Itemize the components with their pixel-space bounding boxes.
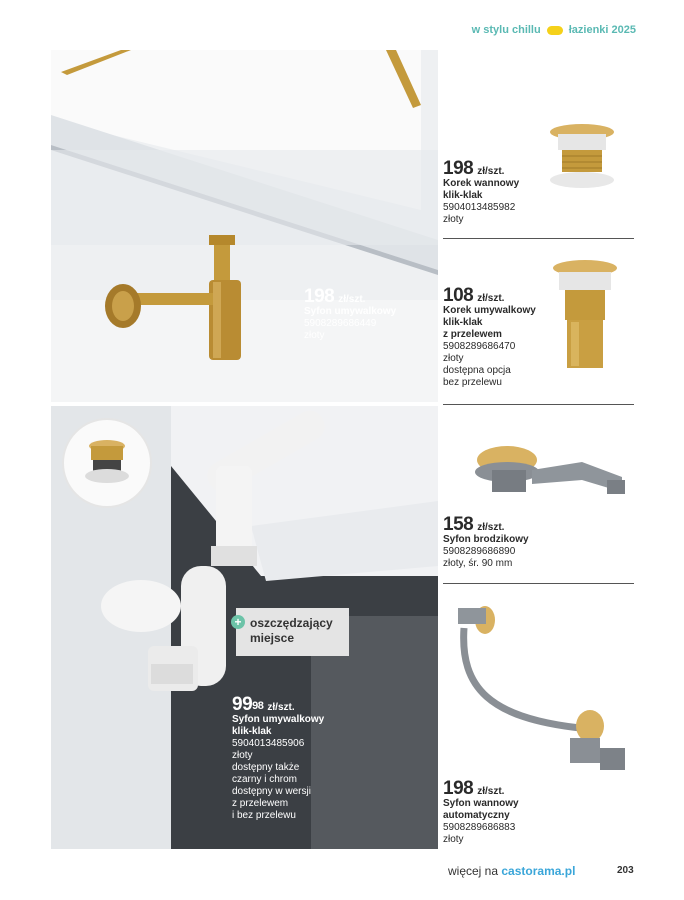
washbasin-illustration	[51, 50, 438, 402]
separator	[443, 238, 634, 239]
price-value: 198	[304, 286, 335, 307]
header-pill-icon	[547, 26, 563, 35]
price-korek-umywalkowy	[443, 285, 536, 389]
scene-washbasin-gold-siphon	[51, 50, 438, 402]
header-left-text: w stylu chillu	[471, 24, 541, 36]
price-syfon-umywalkowy-klik	[232, 694, 325, 822]
product-ean: 5908289686470	[443, 341, 516, 352]
price-syfon-brodzikowy	[443, 514, 529, 570]
plus-icon: +	[231, 615, 245, 629]
separator	[443, 583, 634, 584]
product-color: złoty	[232, 750, 253, 761]
product-name-2: klik-klak	[443, 317, 483, 328]
separator	[443, 404, 634, 405]
product-name: Syfon brodzikowy	[443, 534, 529, 545]
product-note-5: i bez przelewu	[232, 810, 296, 821]
price-value: 108	[443, 285, 474, 306]
gold-cap-icon	[64, 420, 150, 506]
badge-line-1: oszczędzający	[250, 616, 333, 630]
product-ean: 5908289686883	[443, 822, 516, 833]
product-color: złoty	[443, 834, 464, 845]
badge-line-2: miejsce	[250, 631, 295, 645]
product-image-korek-wannowy	[540, 120, 625, 195]
price-unit: zł/szt.	[477, 166, 505, 177]
product-image-syfon-wannowy	[450, 598, 630, 783]
product-note-1: dostępny także	[232, 762, 300, 773]
product-ean: 5904013485906	[232, 738, 305, 749]
product-ean: 5908289686449	[304, 318, 377, 329]
footer-link[interactable]	[448, 864, 575, 878]
product-note-2: bez przelewu	[443, 377, 502, 388]
price-value: 198	[443, 778, 474, 799]
price-unit: zł/szt.	[477, 293, 505, 304]
price-unit: zł/szt.	[477, 786, 505, 797]
page-number: 203	[617, 865, 634, 876]
product-ean: 5908289686890	[443, 546, 516, 557]
product-ean: 5904013485982	[443, 202, 516, 213]
product-name-2: klik-klak	[443, 190, 483, 201]
product-name: Korek wannowy	[443, 178, 520, 189]
price-syfon-umywalkowy-gold	[304, 286, 397, 342]
price-value: 198	[443, 158, 474, 179]
footer-prefix: więcej na	[448, 864, 499, 878]
product-name-3: z przelewem	[443, 329, 502, 340]
page-header	[472, 24, 636, 36]
price-unit: zł/szt.	[477, 522, 505, 533]
price-unit: zł/szt.	[267, 702, 295, 713]
product-color: złoty	[443, 353, 464, 364]
product-name: Syfon umywalkowy	[232, 714, 325, 725]
product-name-2: automatyczny	[443, 810, 510, 821]
price-syfon-wannowy	[443, 778, 519, 846]
product-note-4: z przelewem	[232, 798, 289, 809]
price-decimal: 98	[252, 700, 264, 712]
feature-badge	[236, 608, 349, 656]
product-color: złoty	[304, 330, 325, 341]
product-image-syfon-brodzikowy	[472, 432, 632, 507]
footer-site[interactable]: castorama.pl	[501, 864, 576, 878]
product-image-korek-umywalkowy	[545, 258, 625, 373]
product-name-2: klik-klak	[232, 726, 272, 737]
header-right-text: łazienki 2025	[568, 24, 636, 36]
product-name: Syfon umywalkowy	[304, 306, 397, 317]
product-note-3: dostępny w wersji	[232, 786, 311, 797]
product-note-1: dostępna opcja	[443, 365, 511, 376]
price-value: $99^{98}$	[232, 694, 264, 715]
price-korek-wannowy	[443, 158, 520, 226]
price-value: 158	[443, 514, 474, 535]
product-name: Syfon wannowy	[443, 798, 519, 809]
product-name: Korek umywalkowy	[443, 305, 536, 316]
inset-gold-cap	[62, 418, 152, 508]
product-note-2: czarny i chrom	[232, 774, 298, 785]
product-color: złoty, śr. 90 mm	[443, 558, 513, 569]
product-color: złoty	[443, 214, 464, 225]
price-unit: zł/szt.	[338, 294, 366, 305]
